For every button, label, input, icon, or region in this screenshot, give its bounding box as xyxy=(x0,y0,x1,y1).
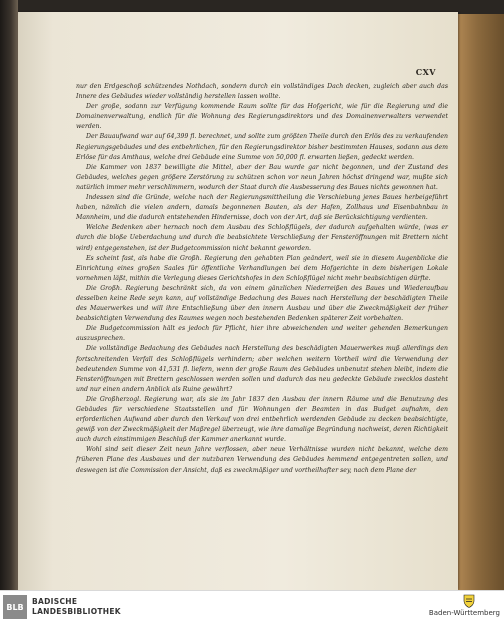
paragraph: Die Großherzogl. Regierung war, als sie im Jahr 1837 den Ausbau der innern Räume und die Benutzung des Gebäudes für verschiedene Staatsstellen und für Wohnungen der Beamten in das Budget aufnahm, den erforderlichen Aufwand aber durch den Verkauf von drei entbehrlich werdenden Gebäude zu decken beabsichtigte, gewiß von der Zweckmäßigkeit der Maßregel überzeugt, wie ihre damalige Begründung nachweist, deren Richtigkeit auch durch einstimmigen Beschluß der Kammer anerkannt wurde. xyxy=(76,395,448,444)
coat-of-arms-icon xyxy=(463,594,475,608)
book-cover-edge xyxy=(455,14,504,590)
library-name[interactable] xyxy=(32,597,121,617)
blb-logo[interactable]: BLB xyxy=(3,595,27,619)
paragraph: Der Bauaufwand war auf 64,399 fl. berechnet, und sollte zum größten Theile durch den Erlös des zu verkaufenden Regierungsgebäudes und des entbehrlichen, für den Regierungsdirektor bisher bestimmten Hauses, sodann aus dem Erlöse für das Amthaus, welche drei Gebäude eine Summe von 50,000 fl. erwarten ließen, gedeckt werden. xyxy=(76,133,448,161)
paragraph: Indessen sind die Gründe, welche nach der Regierungsmittheilung die Verschiebung jenes Baues herbeigeführt haben, nämlich die vielen andern, damals begonnenen Bauten, als der Hafen, Zollhaus und Eisenbahnbau in Mannheim, und die dadurch entstehenden Hindernisse, doch von der Art, daß sie Berücksichtigung verdienten. xyxy=(76,194,448,222)
library-name-line2: LANDESBIBLIOTHEK xyxy=(32,607,121,616)
paragraph: Wohl sind seit dieser Zeit neun Jahre verflossen, aber neue Verhältnisse wurden nicht bekannt, welche dem früheren Plane des Ausbaues und der nutzbaren Verwendung des Gebäudes hemmend entgegentreten sollen, und deswegen ist die Commission der Ansicht, daß es zweckmäßiger und vortheilhafter sey, nach dem Plane der xyxy=(76,446,448,474)
paragraph: Die Kammer von 1837 bewilligte die Mittel, aber der Bau wurde gar nicht begonnen, und der Zustand des Gebäudes, welches gegen größere Zerstörung zu schützen schon vor neun Jahren höchst dringend war, mußte sich natürlich immer mehr verschlimmern, wodurch der Staat durch die Ausbesserung des Baues nichts gewonnen hat. xyxy=(76,163,448,191)
paragraph: nur den Erdgeschoß schützendes Nothdach, sondern durch ein vollständiges Dach decken, zugleich aber auch das Innere des Gebäudes wieder vollständig herstellen lassen wollte. xyxy=(76,83,448,101)
page-sheet xyxy=(18,12,458,590)
body-text xyxy=(76,82,448,476)
paragraph: Es scheint fast, als habe die Großh. Regierung den gehabten Plan geändert, weil sie in diesem Augenblicke die Einrichtung eines großen Saales für öffentliche Verhandlungen bei dem Hofgerichte in dem bisherigen Lokale vornehmen läßt, mithin die Verlegung dieses Gerichtshofes in den Schloßflügel nicht mehr beabsichtigen dürfte. xyxy=(76,254,448,282)
paragraph: Die Großh. Regierung beschränkt sich, da von einem gänzlichen Niederreißen des Baues und Wiederaufbau desselben keine Rede seyn kann, auf vollständige Bedachung des Baues nach Herstellung der beschädigten Theile des Mauerwerkes und will ihre Entschließung über den innern Ausbau und über die Zweckmäßigkeit der früher beabsichtigten Verwendung des Raumes wegen noch bestehenden Bedenken späterer Zeit vorbehalten. xyxy=(76,284,448,323)
book-spine xyxy=(0,0,18,590)
paragraph: Der große, sodann zur Verfügung kommende Raum sollte für das Hofgericht, wie für die Regierung und die Domainenverwaltung, endlich für die Wohnung des Regierungsdirektors und des Domainenverwalters verwendet werden. xyxy=(76,103,448,131)
footer-bar xyxy=(0,590,504,622)
paragraph: Die vollständige Bedachung des Gebäudes nach Herstellung des beschädigten Mauerwerkes muß allerdings den fortschreitenden Verfall des Schloßflügels verhindern; aber welchen weitern Vortheil wird die Verwendung der bedeutenden Summe von 41,531 fl. liefern, wenn der große Raum des Gebäudes unbenutzt stehen bleibt, indem die Fensteröffnungen mit Brettern geschlossen werden sollen und dadurch das neu gedeckte Gebäude zwecklos dasteht und nur einen andern Anblick als Ruine gewährt? xyxy=(76,345,448,393)
region-label: Baden-Württemberg xyxy=(428,609,500,617)
paragraph: Die Budgetcommission hält es jedoch für Pflicht, hier ihre abweichenden und weiter gehenden Bemerkungen auszusprechen. xyxy=(76,325,448,343)
library-name-line1: BADISCHE xyxy=(32,597,78,606)
page-number: CXV xyxy=(415,67,436,77)
paragraph: Welche Bedenken aber hernach noch dem Ausbau des Schloßflügels, der dadurch aufgehalten würde, (was er durch die bloße Ueberdachung und durch die beabsichtete Verschließung der Fensteröffnungen mit Brettern nicht wird) entgegenstehen, ist der Budgetcommission nicht bekannt geworden. xyxy=(76,224,448,252)
